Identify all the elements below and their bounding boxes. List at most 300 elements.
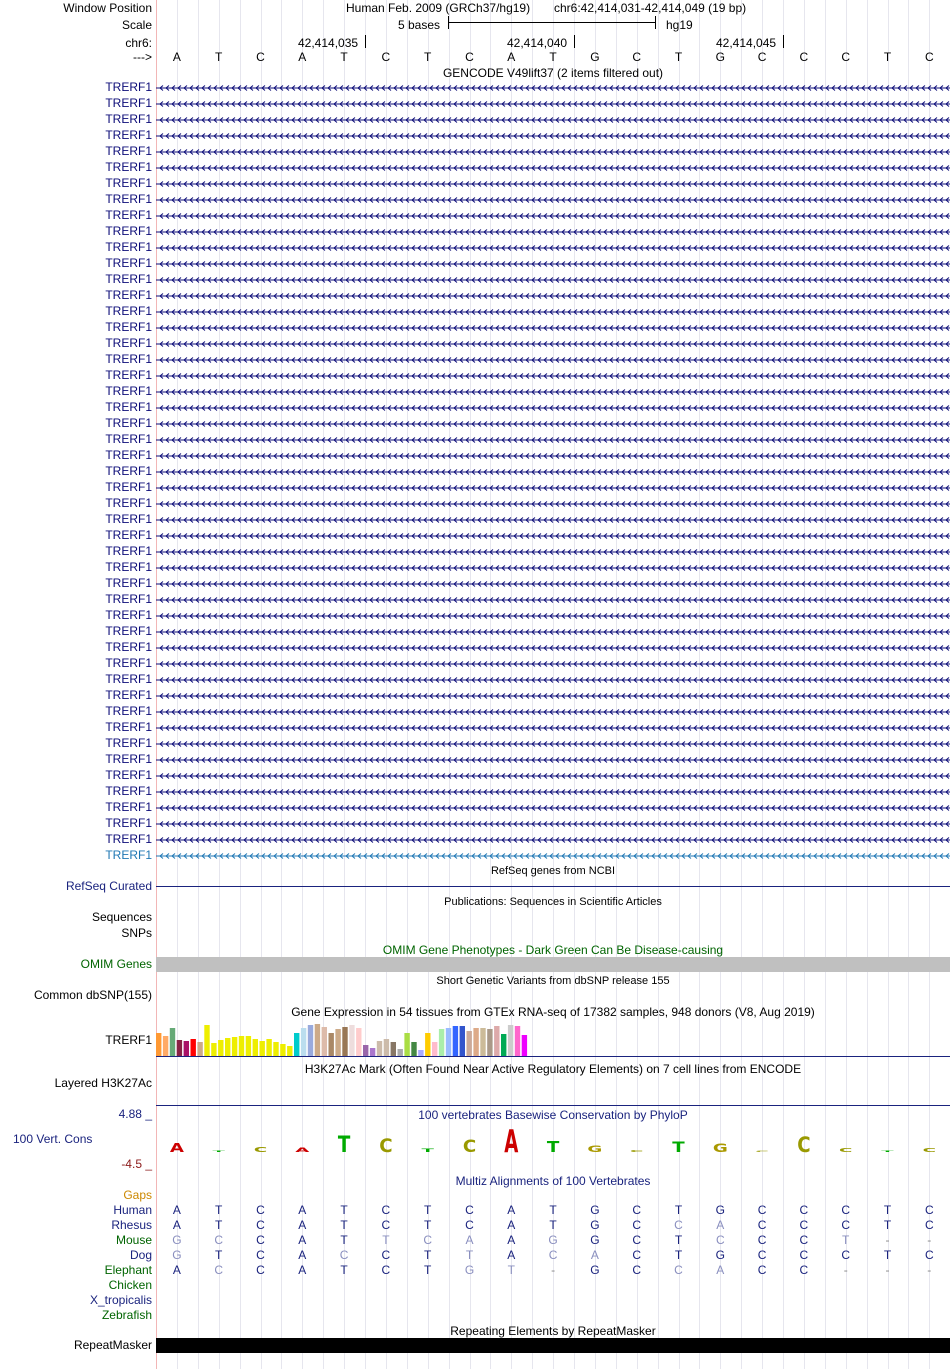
- gencode-item[interactable]: [0, 400, 950, 416]
- multiz-base: C: [256, 1203, 265, 1217]
- multiz-base: T: [549, 1218, 557, 1232]
- gencode-item[interactable]: [0, 576, 950, 592]
- multiz-base: C: [924, 1218, 934, 1232]
- sequence-base: C: [757, 50, 767, 64]
- gtex-tissue-bar: [398, 1049, 403, 1056]
- gtex-tissue-bar: [156, 1033, 161, 1056]
- gencode-item[interactable]: [0, 832, 950, 848]
- gtex-tissue-bar: [204, 1025, 209, 1056]
- gencode-item[interactable]: [0, 816, 950, 832]
- window-position-label: Window Position: [63, 1, 152, 15]
- gencode-item[interactable]: [0, 656, 950, 672]
- multiz-base: G: [464, 1263, 475, 1277]
- multiz-base: A: [507, 1233, 516, 1247]
- gencode-item-label[interactable]: TRERF1: [105, 192, 152, 206]
- multiz-base: T: [424, 1263, 432, 1277]
- multiz-base: T: [674, 1248, 683, 1262]
- strand-label: --->: [133, 50, 152, 64]
- gtex-tissue-bar: [177, 1040, 182, 1056]
- gencode-item-label[interactable]: TRERF1: [105, 304, 152, 318]
- gencode-item-label[interactable]: TRERF1: [105, 576, 152, 590]
- gtex-tissue-bar: [191, 1039, 196, 1056]
- multiz-base: C: [256, 1218, 265, 1232]
- gencode-item[interactable]: [0, 368, 950, 384]
- sequence-base: G: [590, 50, 600, 64]
- gencode-item[interactable]: [0, 528, 950, 544]
- gencode-item[interactable]: [0, 688, 950, 704]
- scale-bar: [448, 22, 656, 23]
- gencode-item-label[interactable]: TRERF1: [105, 368, 152, 382]
- multiz-base: T: [424, 1218, 432, 1232]
- multiz-base: C: [674, 1263, 683, 1277]
- h3k27ac-track-label[interactable]: Layered H3K27Ac: [54, 1076, 152, 1090]
- multiz-base: C: [841, 1248, 851, 1262]
- gencode-item-label[interactable]: TRERF1: [105, 496, 152, 510]
- publications-sequences-label[interactable]: Sequences: [91, 910, 152, 924]
- conservation-track-label[interactable]: 100 Vert. Cons: [13, 1132, 93, 1146]
- gencode-item-label[interactable]: TRERF1: [105, 96, 152, 110]
- gencode-item[interactable]: [0, 128, 950, 144]
- multiz-species-label[interactable]: Human: [113, 1203, 152, 1217]
- h3k27ac-baseline: [156, 1105, 950, 1106]
- multiz-base: C: [799, 1248, 809, 1262]
- conservation-glyph: T: [337, 1131, 351, 1158]
- gtex-tissue-bar: [246, 1036, 251, 1056]
- multiz-gaps-label[interactable]: Gaps: [123, 1188, 152, 1202]
- multiz-base: A: [507, 1218, 516, 1232]
- refseq-track-label[interactable]: RefSeq Curated: [65, 879, 152, 893]
- gencode-item-label[interactable]: TRERF1: [105, 720, 152, 734]
- multiz-base: A: [298, 1233, 307, 1247]
- gencode-item-label[interactable]: TRERF1: [105, 416, 152, 430]
- conservation-glyph: T: [546, 1137, 560, 1156]
- gtex-tissue-bar: [308, 1025, 313, 1056]
- chrom-tick-2: 42,414,040: [507, 36, 568, 50]
- gencode-item[interactable]: [0, 256, 950, 272]
- gencode-item[interactable]: [0, 224, 950, 240]
- gencode-item[interactable]: [0, 288, 950, 304]
- multiz-base: C: [799, 1203, 809, 1217]
- multiz-base: C: [924, 1248, 934, 1262]
- gencode-item-label[interactable]: TRERF1: [105, 592, 152, 606]
- gtex-track-title: Gene Expression in 54 tissues from GTEx RNA-seq of 17382 samples, 948 donors (V8, Aug 2019): [291, 1005, 815, 1019]
- gencode-item[interactable]: [0, 704, 950, 720]
- gencode-item[interactable]: [0, 720, 950, 736]
- conservation-glyph: A: [169, 1139, 184, 1156]
- gtex-tissue-bar: [280, 1044, 285, 1056]
- gencode-item-label[interactable]: TRERF1: [105, 560, 152, 574]
- multiz-base: C: [214, 1263, 224, 1277]
- gtex-tissue-bar: [232, 1037, 237, 1056]
- gtex-tissue-bar: [460, 1026, 465, 1056]
- gencode-item[interactable]: [0, 736, 950, 752]
- scale-bar-label: 5 bases: [398, 18, 441, 32]
- gtex-tissue-bar: [487, 1029, 492, 1056]
- gencode-item[interactable]: [0, 80, 950, 96]
- repeatmasker-track-title: Repeating Elements by RepeatMasker: [450, 1324, 656, 1338]
- chrom-tick-mark-1: [365, 35, 366, 48]
- gencode-item-label[interactable]: TRERF1: [105, 176, 152, 190]
- sequence-base: C: [256, 50, 265, 64]
- gencode-item-label[interactable]: TRERF1: [105, 608, 152, 622]
- repeatmasker-track-label[interactable]: RepeatMasker: [73, 1338, 152, 1352]
- multiz-base: C: [256, 1233, 265, 1247]
- multiz-base: C: [841, 1218, 851, 1232]
- multiz-base: C: [757, 1218, 767, 1232]
- gtex-tissue-bar: [425, 1033, 430, 1056]
- gencode-item[interactable]: [0, 560, 950, 576]
- position-range: chr6:42,414,031-42,414,049 (19 bp): [554, 1, 747, 15]
- multiz-base: T: [340, 1218, 348, 1232]
- gencode-item-label[interactable]: TRERF1: [105, 224, 152, 238]
- gtex-tissue-bar: [163, 1036, 168, 1056]
- gtex-tissue-bar: [335, 1029, 340, 1056]
- gencode-item-label[interactable]: TRERF1: [105, 624, 152, 638]
- multiz-base: -: [927, 1233, 932, 1247]
- multiz-base: T: [465, 1248, 474, 1262]
- multiz-base: -: [843, 1263, 848, 1277]
- multiz-base: A: [298, 1263, 307, 1277]
- conservation-logo[interactable]: [156, 1124, 950, 1174]
- gencode-item[interactable]: [0, 768, 950, 784]
- scale-bar-left-tick: [448, 16, 449, 29]
- gtex-tissue-bar: [411, 1042, 416, 1056]
- gencode-item[interactable]: [0, 480, 950, 496]
- gencode-item-label[interactable]: TRERF1: [105, 816, 152, 830]
- gtex-tissue-bar: [349, 1025, 354, 1056]
- gtex-tissue-bar: [253, 1039, 258, 1056]
- gtex-tissue-bar: [370, 1048, 375, 1056]
- gencode-item[interactable]: [0, 144, 950, 160]
- gencode-item[interactable]: [0, 336, 950, 352]
- gtex-tissue-bar: [294, 1033, 299, 1056]
- gtex-tissue-bar: [239, 1036, 244, 1056]
- multiz-base: C: [674, 1218, 683, 1232]
- gencode-item[interactable]: [0, 448, 950, 464]
- gtex-tissue-bar: [404, 1033, 409, 1056]
- multiz-base: A: [172, 1218, 181, 1232]
- gencode-item-label[interactable]: TRERF1: [105, 736, 152, 750]
- repeatmasker-bar[interactable]: [156, 1338, 950, 1353]
- gtex-tissue-bar: [197, 1042, 202, 1056]
- gencode-item[interactable]: [0, 112, 950, 128]
- gencode-item[interactable]: [0, 544, 950, 560]
- gtex-baseline: [156, 1056, 950, 1057]
- gencode-item[interactable]: [0, 752, 950, 768]
- sequence-base: T: [215, 50, 223, 64]
- gencode-item-label[interactable]: TRERF1: [105, 112, 152, 126]
- gencode-item-label[interactable]: TRERF1: [105, 320, 152, 334]
- gtex-tissue-bar: [211, 1043, 216, 1056]
- gencode-item[interactable]: [0, 624, 950, 640]
- multiz-base: A: [716, 1263, 725, 1277]
- gencode-item[interactable]: [0, 176, 950, 192]
- gtex-tissue-bar: [432, 1042, 437, 1056]
- gencode-item-label[interactable]: TRERF1: [105, 544, 152, 558]
- multiz-base: A: [298, 1248, 307, 1262]
- multiz-species-label[interactable]: X_tropicalis: [89, 1293, 152, 1307]
- gencode-item[interactable]: [0, 320, 950, 336]
- scale-label: Scale: [121, 18, 152, 32]
- multiz-base: T: [842, 1233, 850, 1247]
- multiz-base: C: [465, 1218, 474, 1232]
- chrom-tick-mark-3: [783, 35, 784, 48]
- gencode-item[interactable]: [0, 304, 950, 320]
- gencode-item[interactable]: [0, 672, 950, 688]
- gencode-item-label[interactable]: TRERF1: [105, 144, 152, 158]
- gencode-item-label[interactable]: TRERF1: [105, 256, 152, 270]
- omim-track-title: OMIM Gene Phenotypes - Dark Green Can Be Disease-causing: [382, 943, 724, 957]
- gencode-item-label[interactable]: TRERF1: [105, 752, 152, 766]
- sequence-base: G: [715, 50, 725, 64]
- multiz-base: A: [298, 1203, 307, 1217]
- gtex-tissue-bar: [322, 1027, 327, 1056]
- conservation-glyph: C: [797, 1132, 811, 1158]
- gencode-item[interactable]: [0, 592, 950, 608]
- omim-gene-bar[interactable]: [156, 957, 950, 972]
- gtex-tissue-bar: [315, 1024, 320, 1056]
- sequence-base: T: [674, 50, 683, 64]
- conservation-glyph: G: [712, 1141, 728, 1155]
- gencode-item[interactable]: [0, 496, 950, 512]
- multiz-base: G: [590, 1218, 600, 1232]
- gtex-expression-bars[interactable]: [156, 1016, 556, 1056]
- gencode-item-label[interactable]: TRERF1: [105, 832, 152, 846]
- multiz-base: C: [757, 1203, 767, 1217]
- multiz-base: A: [716, 1218, 725, 1232]
- multiz-base: C: [256, 1248, 265, 1262]
- conservation-glyph: C: [922, 1147, 936, 1154]
- multiz-base: A: [172, 1203, 181, 1217]
- gencode-item-label[interactable]: TRERF1: [105, 512, 152, 526]
- multiz-base: -: [927, 1263, 932, 1277]
- publications-snps-label[interactable]: SNPs: [121, 926, 152, 940]
- multiz-base: -: [885, 1263, 890, 1277]
- gencode-item[interactable]: [0, 416, 950, 432]
- gtex-tissue-bar: [391, 1042, 396, 1056]
- multiz-base: C: [799, 1233, 809, 1247]
- gencode-item[interactable]: [0, 464, 950, 480]
- gencode-item-label[interactable]: TRERF1: [105, 384, 152, 398]
- gencode-item-label[interactable]: TRERF1: [105, 272, 152, 286]
- gencode-item-label[interactable]: TRERF1: [105, 128, 152, 142]
- scale-db-label: hg19: [666, 18, 693, 32]
- gencode-item[interactable]: [0, 192, 950, 208]
- multiz-base: T: [549, 1203, 557, 1217]
- gencode-item-label[interactable]: TRERF1: [105, 400, 152, 414]
- multiz-species-label[interactable]: Rhesus: [111, 1218, 152, 1232]
- gtex-tissue-bar: [377, 1041, 382, 1056]
- multiz-base: C: [339, 1248, 349, 1262]
- gencode-item-label[interactable]: TRERF1: [105, 784, 152, 798]
- gtex-tissue-bar: [260, 1041, 265, 1056]
- gtex-tissue-bar: [301, 1028, 306, 1056]
- gencode-item-label[interactable]: TRERF1: [105, 448, 152, 462]
- multiz-base: T: [507, 1263, 515, 1277]
- gencode-item[interactable]: [0, 640, 950, 656]
- gtex-tissue-bar: [329, 1033, 334, 1056]
- gtex-tissue-bar: [480, 1028, 485, 1056]
- gencode-item-label[interactable]: TRERF1: [105, 80, 152, 94]
- gencode-item-label[interactable]: TRERF1: [105, 288, 152, 302]
- gencode-item[interactable]: [0, 848, 950, 864]
- gencode-item[interactable]: [0, 352, 950, 368]
- multiz-base: C: [757, 1233, 767, 1247]
- gencode-item-label[interactable]: TRERF1: [105, 240, 152, 254]
- conservation-glyph: T: [672, 1139, 685, 1156]
- gtex-tissue-bar: [266, 1039, 271, 1056]
- gencode-item[interactable]: [0, 240, 950, 256]
- gtex-tissue-bar: [515, 1026, 520, 1056]
- sequence-base: C: [381, 50, 391, 64]
- gtex-tissue-bar: [363, 1045, 368, 1056]
- gencode-track-title: GENCODE V49lift37 (2 items filtered out): [442, 66, 664, 80]
- dbsnp-track-label[interactable]: Common dbSNP(155): [33, 988, 152, 1002]
- gencode-item-label[interactable]: TRERF1: [105, 208, 152, 222]
- sequence-base: C: [465, 50, 474, 64]
- chrom-tick-3: 42,414,045: [716, 36, 777, 50]
- gencode-item[interactable]: [0, 512, 950, 528]
- gencode-item[interactable]: [0, 432, 950, 448]
- gencode-item-label[interactable]: TRERF1: [105, 688, 152, 702]
- multiz-species-label[interactable]: Chicken: [108, 1278, 152, 1292]
- multiz-base: A: [507, 1248, 516, 1262]
- gencode-item-label[interactable]: TRERF1: [105, 640, 152, 654]
- multiz-base: C: [757, 1263, 767, 1277]
- multiz-base: C: [757, 1248, 767, 1262]
- multiz-species-label[interactable]: Zebrafish: [101, 1308, 152, 1322]
- chrom-label: chr6:: [125, 36, 152, 50]
- conservation-glyph: C: [379, 1136, 393, 1157]
- sequence-base: T: [424, 50, 432, 64]
- gencode-item-label[interactable]: TRERF1: [105, 336, 152, 350]
- gencode-item[interactable]: [0, 272, 950, 288]
- gencode-item-label[interactable]: TRERF1: [105, 704, 152, 718]
- gtex-tissue-bar: [273, 1042, 278, 1056]
- gencode-item-label[interactable]: TRERF1: [105, 656, 152, 670]
- h3k27ac-track-title: H3K27Ac Mark (Often Found Near Active Regulatory Elements) on 7 cell lines from ENCODE: [304, 1062, 802, 1076]
- sequence-base: A: [507, 50, 516, 64]
- gencode-item-label[interactable]: TRERF1: [105, 768, 152, 782]
- conservation-glyph: A: [504, 1124, 519, 1160]
- sequence-base: T: [883, 50, 892, 64]
- dbsnp-track-title: Short Genetic Variants from dbSNP release 155: [436, 975, 670, 987]
- gencode-item-label[interactable]: TRERF1: [105, 848, 152, 862]
- conservation-glyph: C: [839, 1147, 853, 1154]
- multiz-base: A: [465, 1233, 474, 1247]
- gtex-tissue-bar: [439, 1029, 444, 1056]
- multiz-base: G: [590, 1233, 600, 1247]
- multiz-species-label[interactable]: Elephant: [104, 1263, 152, 1277]
- multiz-base: G: [590, 1203, 600, 1217]
- sequence-base: C: [924, 50, 934, 64]
- omim-track-label[interactable]: OMIM Genes: [80, 957, 152, 971]
- conservation-glyph: C: [630, 1149, 644, 1153]
- multiz-base: C: [548, 1248, 558, 1262]
- gencode-item-label[interactable]: TRERF1: [105, 800, 152, 814]
- multiz-base: A: [172, 1263, 181, 1277]
- conservation-glyph: G: [587, 1144, 603, 1155]
- gtex-tissue-bar: [508, 1025, 513, 1056]
- multiz-base: A: [298, 1218, 307, 1232]
- multiz-base: A: [507, 1203, 516, 1217]
- gencode-item[interactable]: [0, 160, 950, 176]
- multiz-track-title: Multiz Alignments of 100 Vertebrates: [455, 1174, 651, 1188]
- multiz-base: C: [715, 1233, 725, 1247]
- multiz-base: T: [215, 1218, 223, 1232]
- multiz-base: T: [340, 1203, 348, 1217]
- gtex-tissue-bar: [446, 1028, 451, 1056]
- gencode-item-label[interactable]: TRERF1: [105, 672, 152, 686]
- conservation-min-label: -4.5 _: [121, 1157, 152, 1171]
- multiz-base: T: [340, 1263, 348, 1277]
- gencode-item[interactable]: [0, 784, 950, 800]
- multiz-base: G: [172, 1248, 182, 1262]
- conservation-glyph: C: [755, 1150, 769, 1153]
- gtex-track-label[interactable]: TRERF1: [105, 1033, 152, 1047]
- conservation-glyph: T: [421, 1148, 434, 1154]
- conservation-glyph: C: [462, 1137, 477, 1157]
- gencode-item[interactable]: [0, 96, 950, 112]
- gencode-item[interactable]: [0, 208, 950, 224]
- multiz-base: C: [381, 1203, 391, 1217]
- refseq-gene-line[interactable]: [156, 886, 950, 887]
- conservation-glyph: C: [253, 1145, 268, 1155]
- gencode-item[interactable]: [0, 800, 950, 816]
- gencode-item-label[interactable]: TRERF1: [105, 160, 152, 174]
- multiz-base: -: [551, 1263, 556, 1277]
- multiz-base: C: [256, 1263, 265, 1277]
- gtex-tissue-bar: [342, 1027, 347, 1056]
- gtex-tissue-bar: [384, 1039, 389, 1056]
- scale-bar-right-tick: [655, 16, 656, 29]
- gencode-item[interactable]: [0, 608, 950, 624]
- multiz-base: T: [674, 1203, 683, 1217]
- multiz-base: G: [172, 1233, 182, 1247]
- multiz-base: C: [632, 1263, 642, 1277]
- multiz-base: T: [215, 1248, 223, 1262]
- multiz-base: G: [715, 1203, 725, 1217]
- gencode-item-label[interactable]: TRERF1: [105, 480, 152, 494]
- multiz-base: T: [674, 1233, 683, 1247]
- multiz-species-label[interactable]: Dog: [129, 1248, 152, 1262]
- gencode-item-label[interactable]: TRERF1: [105, 352, 152, 366]
- multiz-base: C: [465, 1203, 474, 1217]
- multiz-base: T: [883, 1218, 892, 1232]
- multiz-base: T: [883, 1203, 892, 1217]
- multiz-base: A: [590, 1248, 599, 1262]
- publications-track-title: Publications: Sequences in Scientific Articles: [444, 896, 662, 908]
- gtex-tissue-bar: [522, 1035, 527, 1056]
- multiz-base: C: [381, 1248, 391, 1262]
- gencode-item[interactable]: [0, 384, 950, 400]
- gencode-item-label[interactable]: TRERF1: [105, 464, 152, 478]
- gencode-item-label[interactable]: TRERF1: [105, 432, 152, 446]
- sequence-base: C: [799, 50, 809, 64]
- gencode-item-label[interactable]: TRERF1: [105, 528, 152, 542]
- gtex-tissue-bar: [453, 1026, 458, 1056]
- multiz-base: C: [632, 1248, 642, 1262]
- multiz-species-label[interactable]: Mouse: [115, 1233, 152, 1247]
- multiz-base: C: [632, 1233, 642, 1247]
- multiz-base: C: [841, 1203, 851, 1217]
- multiz-base: T: [215, 1203, 223, 1217]
- gtex-tissue-bar: [225, 1038, 230, 1056]
- gtex-tissue-bar: [494, 1026, 499, 1056]
- conservation-max-label: 4.88 _: [118, 1107, 152, 1121]
- gtex-tissue-bar: [218, 1040, 223, 1056]
- multiz-base: T: [883, 1248, 892, 1262]
